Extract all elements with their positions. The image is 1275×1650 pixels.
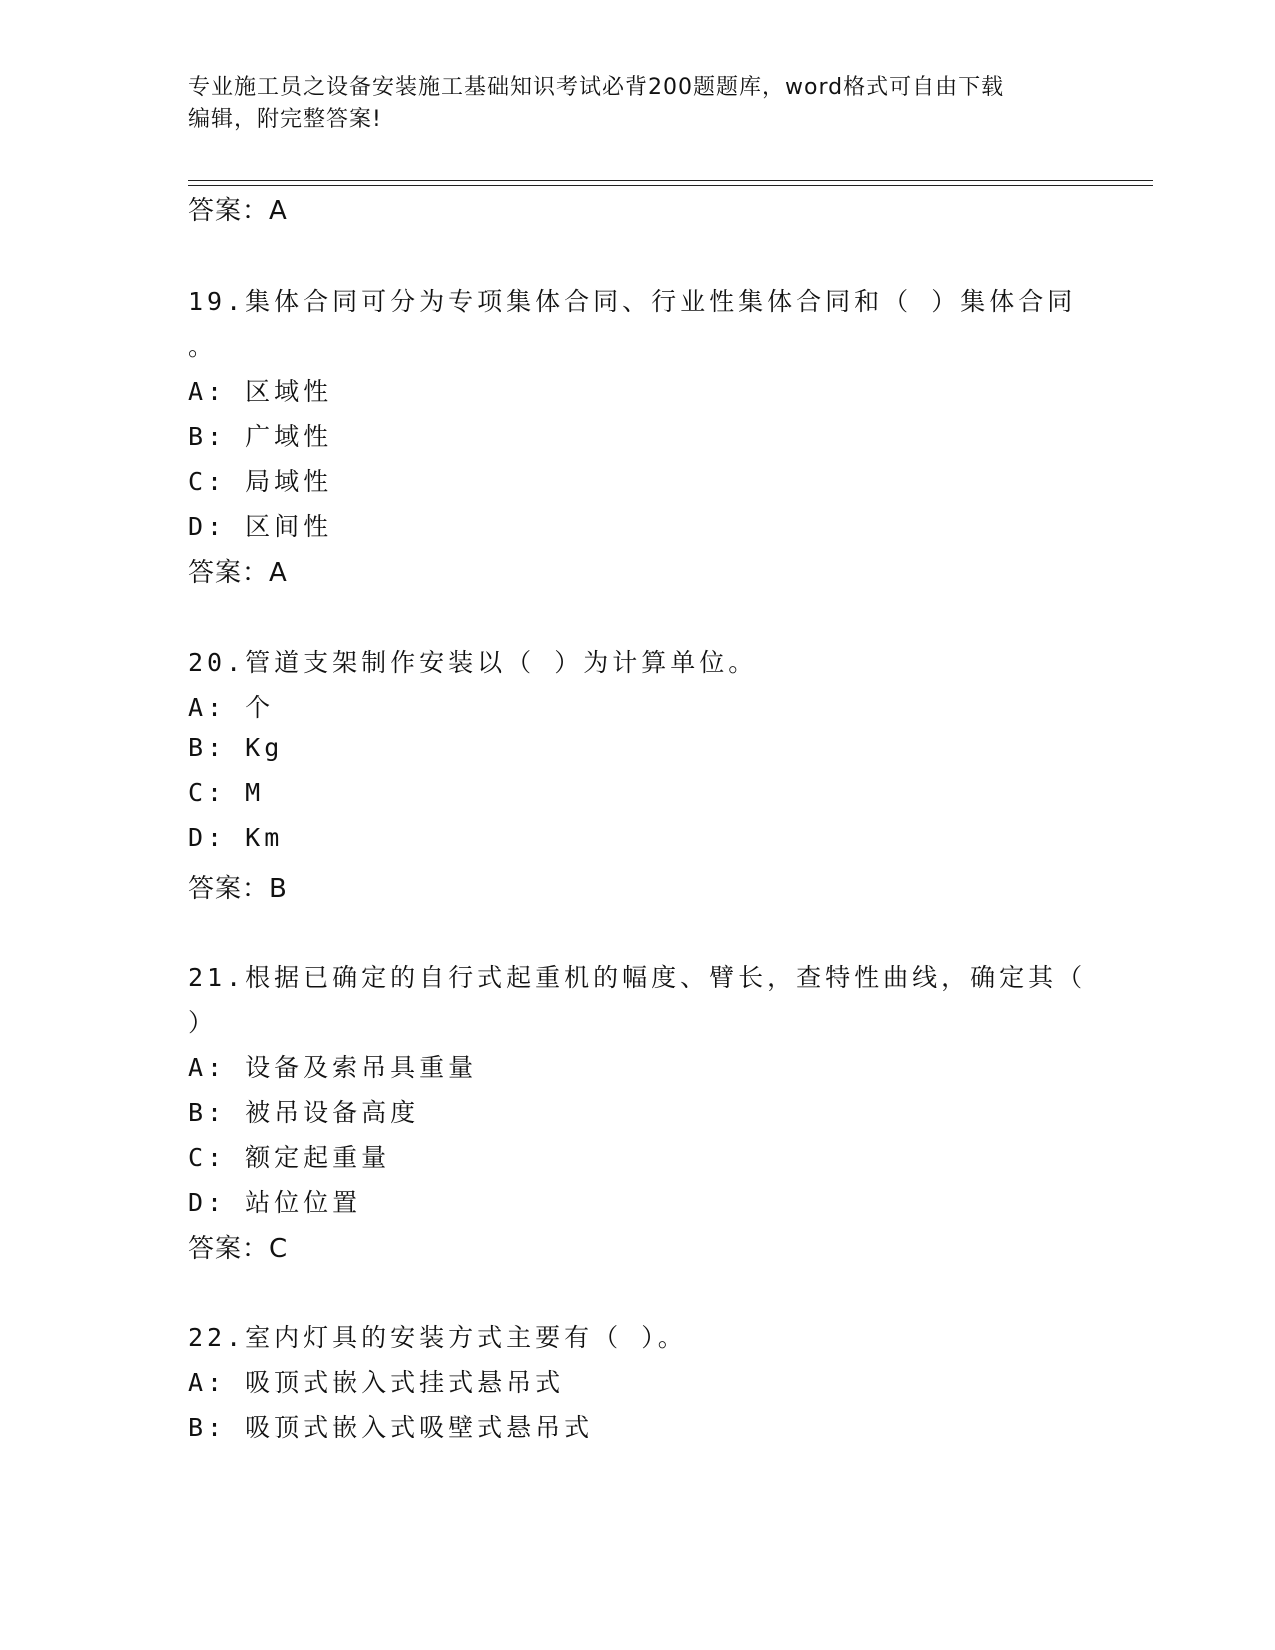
question-21-option-a: A: 设备及索吊具重量 [188,1053,478,1082]
header-divider-top [188,180,1153,181]
question-21-answer: 答案：C [188,1234,289,1264]
question-21-option-c: C: 额定起重量 [188,1143,391,1172]
question-20-option-d: D: Km [188,823,284,852]
question-21-stem-cont: ） [188,1008,218,1037]
question-19-option-a: A: 区域性 [188,377,333,406]
question-21-option-d: D: 站位位置 [188,1188,362,1217]
question-22-option-b: B: 吸顶式嵌入式吸壁式悬吊式 [188,1413,594,1442]
question-22-stem: 22.室内灯具的安装方式主要有（ ）。 [188,1323,687,1352]
question-19-option-b: B: 广域性 [188,422,333,451]
question-20-stem: 20.管道支架制作安装以（ ）为计算单位。 [188,648,758,677]
question-20-option-c: C: M [188,778,265,807]
question-19-stem: 19.集体合同可分为专项集体合同、行业性集体合同和（ ）集体合同 [188,287,1077,316]
question-21-option-b: B: 被吊设备高度 [188,1098,420,1127]
question-22-option-a: A: 吸顶式嵌入式挂式悬吊式 [188,1368,565,1397]
question-20-answer: 答案：B [188,874,288,904]
question-19-stem-cont: 。 [188,332,218,361]
header-divider-bottom [188,185,1153,186]
previous-answer: 答案：A [188,196,288,226]
header-title-line-2: 编辑，附完整答案! [188,107,382,132]
question-20-option-b: B: Kg [188,733,284,762]
question-21-stem: 21.根据已确定的自行式起重机的幅度、臂长，查特性曲线，确定其（ [188,963,1087,992]
question-19-option-d: D: 区间性 [188,512,333,541]
document-header [188,72,1088,136]
question-20-option-a: A: 个 [188,693,275,722]
question-19-option-c: C: 局域性 [188,467,333,496]
question-19-answer: 答案：A [188,558,288,588]
header-title-line-1: 专业施工员之设备安装施工基础知识考试必背200题题库，word格式可自由下载 [188,75,1005,100]
